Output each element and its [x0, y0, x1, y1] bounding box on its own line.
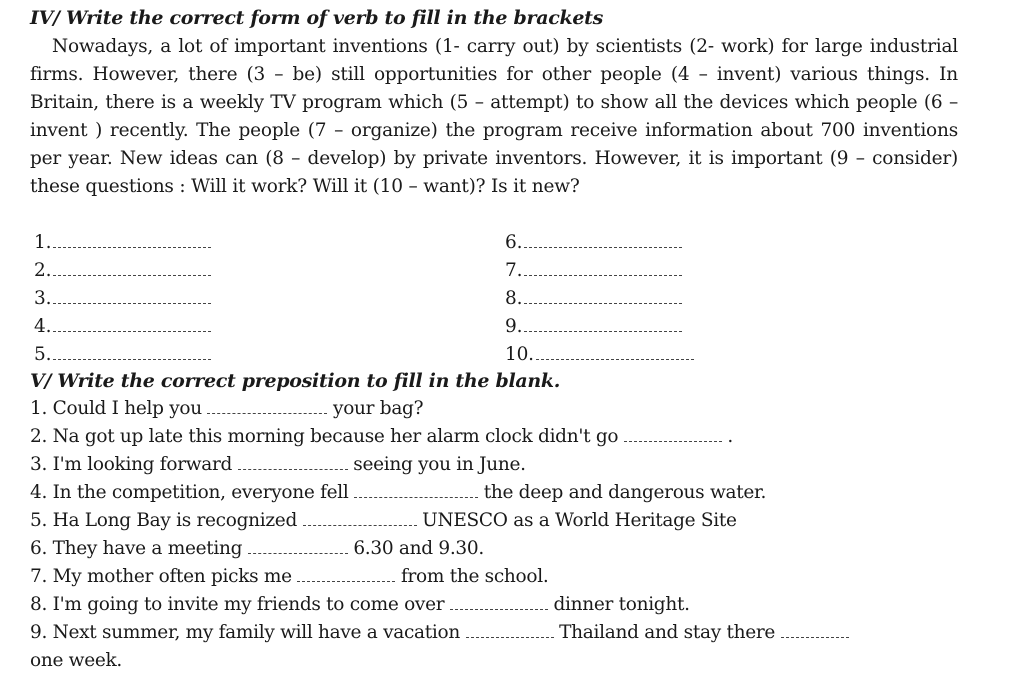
answer-line-4[interactable]	[34, 316, 211, 337]
section-4-passage	[30, 33, 958, 201]
question-text: 1. Could I help you	[30, 398, 208, 419]
question-4	[30, 482, 766, 503]
question-5	[30, 510, 737, 531]
question-1	[30, 398, 423, 419]
answer-blank[interactable]	[536, 345, 694, 360]
question-text: 2. Na got up late this morning because her alarm clock didn't go	[30, 426, 624, 447]
question-text: Thailand and stay there	[553, 622, 781, 643]
question-text: your bag?	[327, 398, 424, 419]
answer-line-9[interactable]	[505, 316, 682, 337]
answer-line-10[interactable]	[505, 344, 694, 365]
answer-number: 3.	[34, 288, 52, 309]
answer-line-2[interactable]	[34, 260, 211, 281]
answer-line-7[interactable]	[505, 260, 682, 281]
question-text: from the school.	[395, 566, 549, 587]
answer-number: 2.	[34, 260, 52, 281]
answer-blank[interactable]	[466, 623, 554, 638]
question-9	[30, 622, 849, 643]
question-text: 7. My mother often picks me	[30, 566, 298, 587]
question-text: 6.30 and 9.30.	[347, 538, 484, 559]
answer-line-3[interactable]	[34, 288, 211, 309]
answer-blank[interactable]	[53, 233, 211, 248]
answer-number: 7.	[505, 260, 523, 281]
answer-blank[interactable]	[624, 427, 722, 442]
answer-blank[interactable]	[303, 511, 417, 526]
answer-number: 6.	[505, 232, 523, 253]
question-text: 5. Ha Long Bay is recognized	[30, 510, 303, 531]
answer-number: 4.	[34, 316, 52, 337]
question-text: .	[721, 426, 733, 447]
answer-blank[interactable]	[524, 233, 682, 248]
answer-blank[interactable]	[207, 399, 327, 414]
answer-line-8[interactable]	[505, 288, 682, 309]
section-4-heading: IV/ Write the correct form of verb to fill in the brackets	[30, 7, 604, 29]
question-6	[30, 538, 484, 559]
question-text: seeing you in June.	[347, 454, 526, 475]
question-3	[30, 454, 526, 475]
question-text: 3. I'm looking forward	[30, 454, 238, 475]
answer-line-6[interactable]	[505, 232, 682, 253]
question-7	[30, 566, 548, 587]
answer-blank[interactable]	[450, 595, 548, 610]
answer-blank[interactable]	[53, 317, 211, 332]
question-text: the deep and dangerous water.	[478, 482, 767, 503]
answer-blank[interactable]	[248, 539, 348, 554]
answer-line-5[interactable]	[34, 344, 211, 365]
question-9-continued	[30, 650, 122, 671]
answer-number: 9.	[505, 316, 523, 337]
question-text: 6. They have a meeting	[30, 538, 248, 559]
question-8	[30, 594, 690, 615]
answer-blank[interactable]	[524, 261, 682, 276]
answer-blank[interactable]	[781, 623, 849, 638]
answer-number: 5.	[34, 344, 52, 365]
question-2	[30, 426, 733, 447]
answer-blank[interactable]	[53, 289, 211, 304]
passage-text: Nowadays, a lot of important inventions (1- carry out) by scientists (2- work) for large industrial firms. However, there (3 – be) still opportunities for other people (4 – invent) various things. In Britain, there is a weekly TV program which (5 – attempt) to show all the devices which people (6 – invent ) recently. The people (7 – organize) the program receive information about 700 inventions per year. New ideas can (8 – develop) by private inventors. However, it is important (9 – consider) these questions : Will it work? Will it (10 – want)? Is it new?	[30, 36, 958, 197]
answer-blank[interactable]	[354, 483, 478, 498]
answer-blank[interactable]	[53, 261, 211, 276]
question-text: UNESCO as a World Heritage Site	[416, 510, 737, 531]
question-text: dinner tonight.	[547, 594, 690, 615]
answer-blank[interactable]	[238, 455, 348, 470]
question-text: 4. In the competition, everyone fell	[30, 482, 355, 503]
answer-number: 8.	[505, 288, 523, 309]
question-text: one week.	[30, 650, 123, 671]
answer-number: 10.	[505, 344, 534, 365]
answer-blank[interactable]	[524, 317, 682, 332]
answer-blank[interactable]	[297, 567, 395, 582]
answer-number: 1.	[34, 232, 52, 253]
answer-line-1[interactable]	[34, 232, 211, 253]
answer-blank[interactable]	[53, 345, 211, 360]
question-text: 9. Next summer, my family will have a vacation	[30, 622, 466, 643]
section-5-heading: V/ Write the correct preposition to fill in the blank.	[30, 370, 561, 392]
answer-blank[interactable]	[524, 289, 682, 304]
question-text: 8. I'm going to invite my friends to come over	[30, 594, 450, 615]
